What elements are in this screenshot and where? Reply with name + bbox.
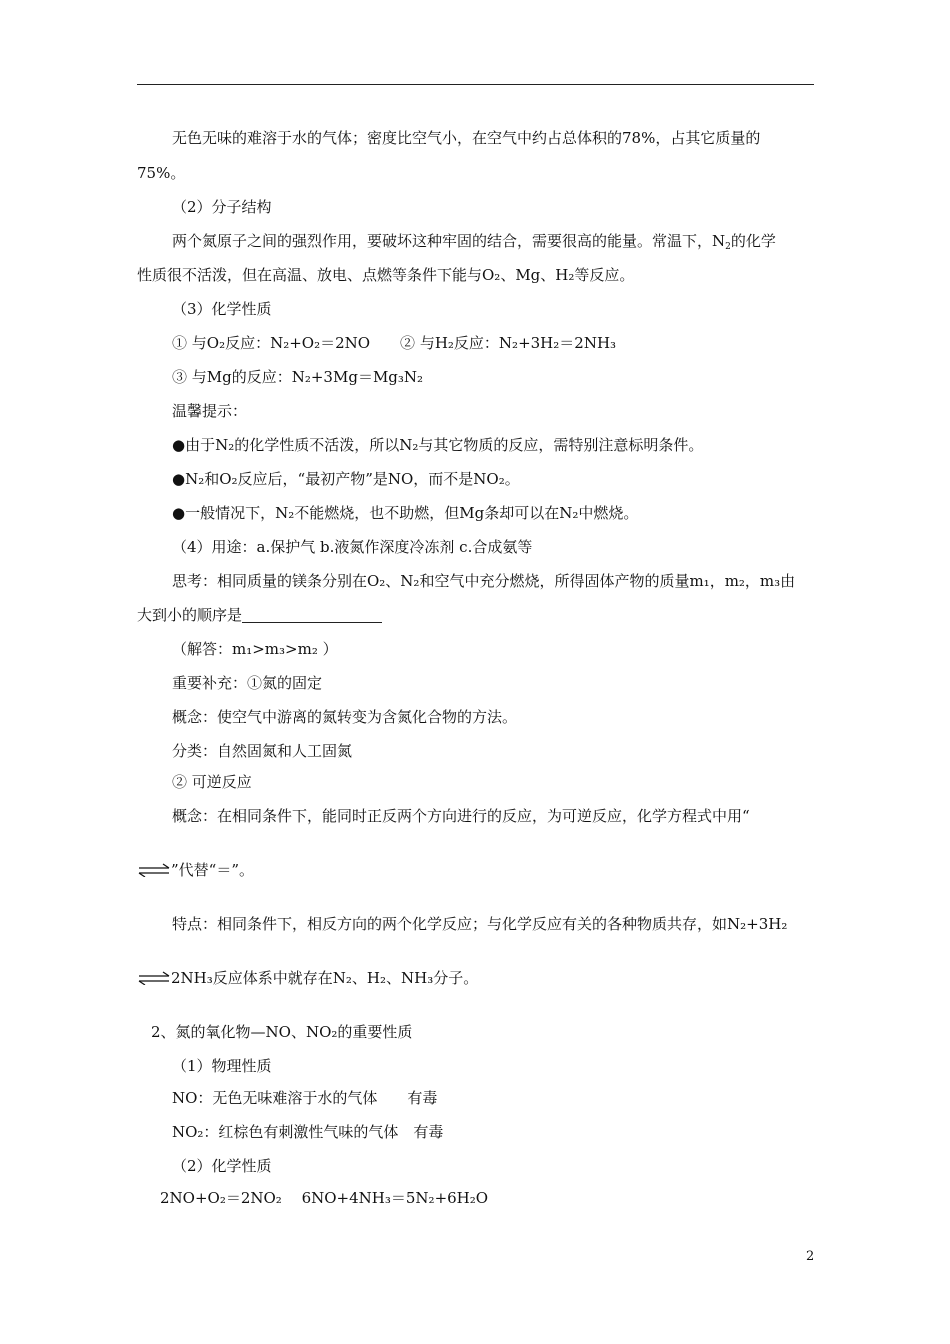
answer-line: （解答：m₁>m₃>m₂ ） (172, 640, 338, 658)
section-heading: 2、氮的氧化物—NO、NO₂的重要性质 (151, 1023, 413, 1041)
reversible-arrow-icon (137, 863, 171, 877)
text-line: ② 可逆反应 (172, 773, 252, 791)
text-line: 75%。 (137, 164, 186, 182)
section-heading: （1）物理性质 (172, 1057, 272, 1075)
text-line: 概念：使空气中游离的氮转变为含氮化合物的方法。 (172, 708, 518, 726)
text-line: 2NH₃反应体系中就存在N₂、H₂、NH₃分子。 (137, 968, 478, 988)
text-line: 重要补充：①氮的固定 (172, 674, 323, 692)
header-rule (137, 84, 814, 85)
text-line: 概念：在相同条件下，能同时正反两个方向进行的反应，为可逆反应，化学方程式中用“ (172, 807, 750, 825)
tip-heading: 温馨提示： (172, 402, 248, 420)
text-line: 无色无味的难溶于水的气体；密度比空气小，在空气中约占总体积的78%，占其它质量的 (172, 129, 761, 147)
tip-item: ●一般情况下，N₂不能燃烧，也不助燃，但Mg条却可以在N₂中燃烧。 (172, 504, 639, 522)
question-line: 思考：相同质量的镁条分别在O₂、N₂和空气中充分燃烧，所得固体产物的质量m₁，m₂，m₃由 (172, 572, 796, 590)
text-line: 分类：自然固氮和人工固氮 (172, 742, 353, 760)
text-line: NO：无色无味难溶于水的气体 有毒 (172, 1089, 438, 1107)
section-heading: （3）化学性质 (172, 300, 272, 318)
section-heading: （2）化学性质 (172, 1157, 272, 1175)
tip-item: ●由于N₂的化学性质不活泼，所以N₂与其它物质的反应，需特别注意标明条件。 (172, 436, 704, 454)
reversible-arrow-icon (137, 971, 171, 985)
text-line: 两个氮原子之间的强烈作用，要破坏这种牢固的结合，需要很高的能量。常温下，$N_2$的化学 (172, 232, 776, 252)
tip-item: ●N₂和O₂反应后，“最初产物”是NO，而不是NO₂。 (172, 470, 520, 488)
text-line: 性质很不活泼，但在高温、放电、点燃等条件下能与O₂、Mg、H₂等反应。 (137, 266, 635, 284)
text-line: ”代替“＝”。 (137, 860, 254, 880)
equation-line: ① 与O₂反应：N₂+O₂＝2NO ② 与H₂反应：N₂+3H₂＝2NH₃ (172, 334, 617, 352)
answer-blank[interactable] (242, 608, 382, 623)
text-line: 特点：相同条件下，相反方向的两个化学反应；与化学反应有关的各种物质共存，如N₂+3H₂ (172, 915, 788, 933)
text-line: （4）用途：a.保护气 b.液氮作深度冷冻剂 c.合成氨等 (172, 538, 533, 556)
question-line: 大到小的顺序是 (137, 605, 382, 625)
equation-line: ③ 与Mg的反应：N₂+3Mg＝Mg₃N₂ (172, 368, 424, 386)
equation-line: 2NO+O₂＝2NO₂ 6NO+4NH₃＝5N₂+6H₂O (160, 1189, 489, 1207)
section-heading: （2）分子结构 (172, 198, 272, 216)
text-line: NO₂：红棕色有刺激性气味的气体 有毒 (172, 1123, 444, 1141)
page-number: 2 (806, 1249, 815, 1264)
